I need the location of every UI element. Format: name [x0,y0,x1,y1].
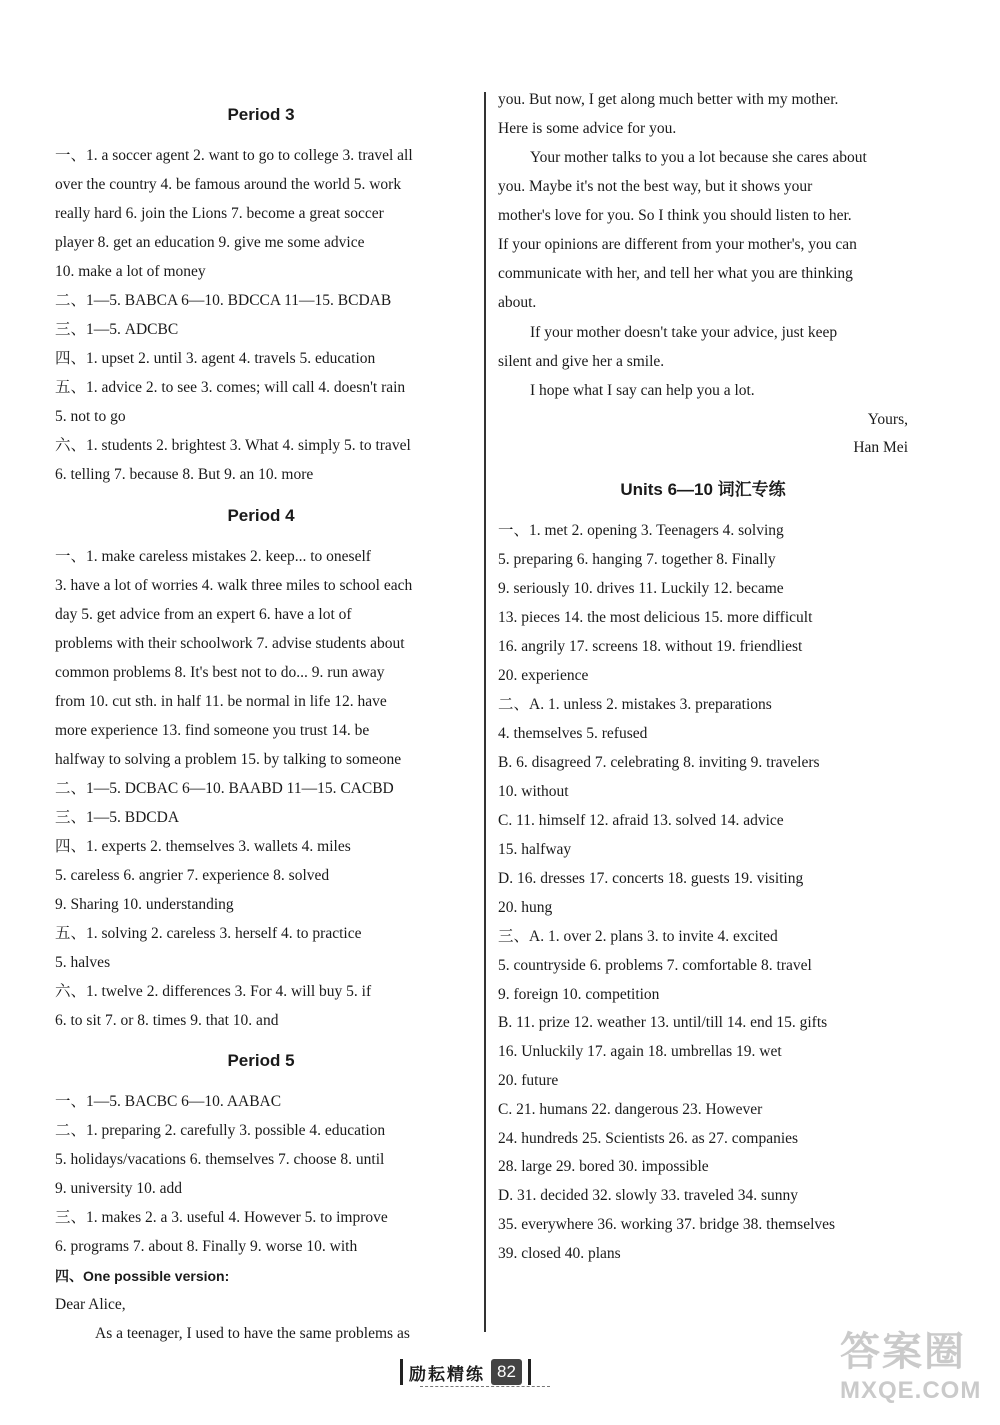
period-3-line: 二、1—5. BABCA 6—10. BDCCA 11—15. BCDAB [55,292,392,309]
period-4-line: more experience 13. find someone you trust 14. be [55,722,370,739]
period-3-line: 6. telling 7. because 8. But 9. an 10. more [55,466,314,483]
letter-line: silent and give her a smile. [498,353,665,370]
period-4-line: 一、1. make careless mistakes 2. keep... to oneself [55,548,371,565]
vocab-line: C. 11. himself 12. afraid 13. solved 14. advice [498,812,784,829]
vocab-line: 9. seriously 10. drives 11. Luckily 12. became [498,580,784,597]
vocab-line: 24. hundreds 25. Scientists 26. as 27. companies [498,1130,799,1147]
letter-line: Your mother talks to you a lot because she cares about [530,149,867,166]
footer-bar-left [400,1359,403,1385]
footer-bar-right [528,1359,531,1385]
letter-greeting: Dear Alice, [55,1296,126,1313]
vocab-line: 9. foreign 10. competition [498,986,660,1003]
vocab-line: 5. countryside 6. problems 7. comfortable 8. travel [498,957,812,974]
watermark-top-text: 答案圈 [840,1329,966,1375]
period-3-line: 一、1. a soccer agent 2. want to go to college 3. travel all [55,147,413,164]
vocab-line: 5. preparing 6. hanging 7. together 8. Finally [498,551,776,568]
period-3-line: 五、1. advice 2. to see 3. comes; will call 4. doesn't rain [55,379,406,396]
period-3-line: 四、1. upset 2. until 3. agent 4. travels 5. education [55,350,376,367]
vocab-line: 16. Unluckily 17. again 18. umbrellas 19. wet [498,1043,782,1060]
vocab-line: B. 11. prize 12. weather 13. until/till 14. end 15. gifts [498,1014,828,1031]
letter-line: you. Maybe it's not the best way, but it shows your [498,178,813,195]
vocab-line: 一、1. met 2. opening 3. Teenagers 4. solving [498,522,784,539]
vocab-line: 三、A. 1. over 2. plans 3. to invite 4. excited [498,928,778,945]
letter-line: If your mother doesn't take your advice, just keep [530,324,838,341]
period-4-line: 9. Sharing 10. understanding [55,896,234,913]
letter-line: mother's love for you. So I think you should listen to her. [498,207,852,224]
column-divider [484,92,486,1332]
vocab-line: 13. pieces 14. the most delicious 15. more difficult [498,609,813,626]
letter-signature: Han Mei [853,439,908,456]
period-4-line: 二、1—5. DCBAC 6—10. BAABD 11—15. CACBD [55,780,394,797]
period-3-line: really hard 6. join the Lions 7. become a great soccer [55,205,384,222]
vocab-line: D. 16. dresses 17. concerts 18. guests 19. visiting [498,870,804,887]
watermark-logo [840,1320,990,1415]
vocab-line: 4. themselves 5. refused [498,725,648,742]
vocab-line: 35. everywhere 36. working 37. bridge 38. themselves [498,1216,836,1233]
vocab-line: B. 6. disagreed 7. celebrating 8. inviting 9. travelers [498,754,820,771]
vocab-line: 16. angrily 17. screens 18. without 19. friendliest [498,638,803,655]
period-5-line: 三、1. makes 2. a 3. useful 4. However 5. to improve [55,1209,388,1226]
period-4-line: 6. to sit 7. or 8. times 9. that 10. and [55,1012,279,1029]
page-number: 82 [491,1359,522,1385]
letter-line: communicate with her, and tell her what you are thinking [498,265,853,282]
period-4-line: 六、1. twelve 2. differences 3. For 4. will buy 5. if [55,983,372,1000]
period-5-line: 9. university 10. add [55,1180,182,1197]
vocab-line: 28. large 29. bored 30. impossible [498,1158,709,1175]
vocab-line: 10. without [498,783,569,800]
vocab-title: Units 6—10 词汇专练 [620,480,786,499]
letter-line: If your opinions are different from your mother's, you can [498,236,857,253]
period-4-line: day 5. get advice from an expert 6. have a lot of [55,606,352,623]
period-4-line: from 10. cut sth. in half 11. be normal in life 12. have [55,693,387,710]
vocab-line: D. 31. decided 32. slowly 33. traveled 34. sunny [498,1187,799,1204]
period-4-line: 5. halves [55,954,111,971]
period-4-line: 五、1. solving 2. careless 3. herself 4. to practice [55,925,362,942]
period-5-line: 一、1—5. BACBC 6—10. AABAC [55,1093,282,1110]
period-5-line: 6. programs 7. about 8. Finally 9. worse 10. with [55,1238,358,1255]
period-4-title: Period 4 [227,506,295,525]
period-4-line: 3. have a lot of worries 4. walk three miles to school each [55,577,413,594]
letter-line: you. But now, I get along much better with my mother. [498,91,839,108]
period-3-line: 5. not to go [55,408,126,425]
section-4-label: 四、One possible version: [55,1268,230,1284]
period-4-line: 四、1. experts 2. themselves 3. wallets 4. miles [55,838,351,855]
vocab-line: 15. halfway [498,841,572,858]
vocab-line: 20. future [498,1072,559,1089]
period-5-title: Period 5 [227,1051,295,1070]
vocab-line: 20. hung [498,899,553,916]
letter-closing: Yours, [867,411,908,428]
period-5-line: 二、1. preparing 2. carefully 3. possible 4. education [55,1122,386,1139]
period-3-title: Period 3 [227,105,295,124]
period-3-line: player 8. get an education 9. give me some advice [55,234,365,251]
vocab-line: C. 21. humans 22. dangerous 23. However [498,1101,763,1118]
period-4-line: problems with their schoolwork 7. advise students about [55,635,405,652]
letter-line: Here is some advice for you. [498,120,677,137]
page-footer [400,1352,531,1392]
letter-line: As a teenager, I used to have the same problems as [95,1325,410,1342]
watermark-bottom-text: MXQE.COM [840,1377,982,1404]
period-4-line: common problems 8. It's best not to do... 9. run away [55,664,385,681]
period-4-line: halfway to solving a problem 15. by talking to someone [55,751,402,768]
footer-brand: 励耘精练 [409,1364,485,1385]
period-4-line: 5. careless 6. angrier 7. experience 8. solved [55,867,330,884]
period-3-line: 六、1. students 2. brightest 3. What 4. simply 5. to travel [55,437,411,454]
vocab-line: 20. experience [498,667,589,684]
period-3-line: over the country 4. be famous around the world 5. work [55,176,402,193]
letter-line: I hope what I say can help you a lot. [530,382,755,399]
period-4-line: 三、1—5. BDCDA [55,809,180,826]
period-5-line: 5. holidays/vacations 6. themselves 7. choose 8. until [55,1151,385,1168]
period-3-line: 三、1—5. ADCBC [55,321,179,338]
vocab-line: 二、A. 1. unless 2. mistakes 3. preparations [498,696,772,713]
period-3-line: 10. make a lot of money [55,263,206,280]
letter-line: about. [498,294,537,311]
footer-dashed-rule [420,1386,550,1387]
vocab-line: 39. closed 40. plans [498,1245,621,1262]
